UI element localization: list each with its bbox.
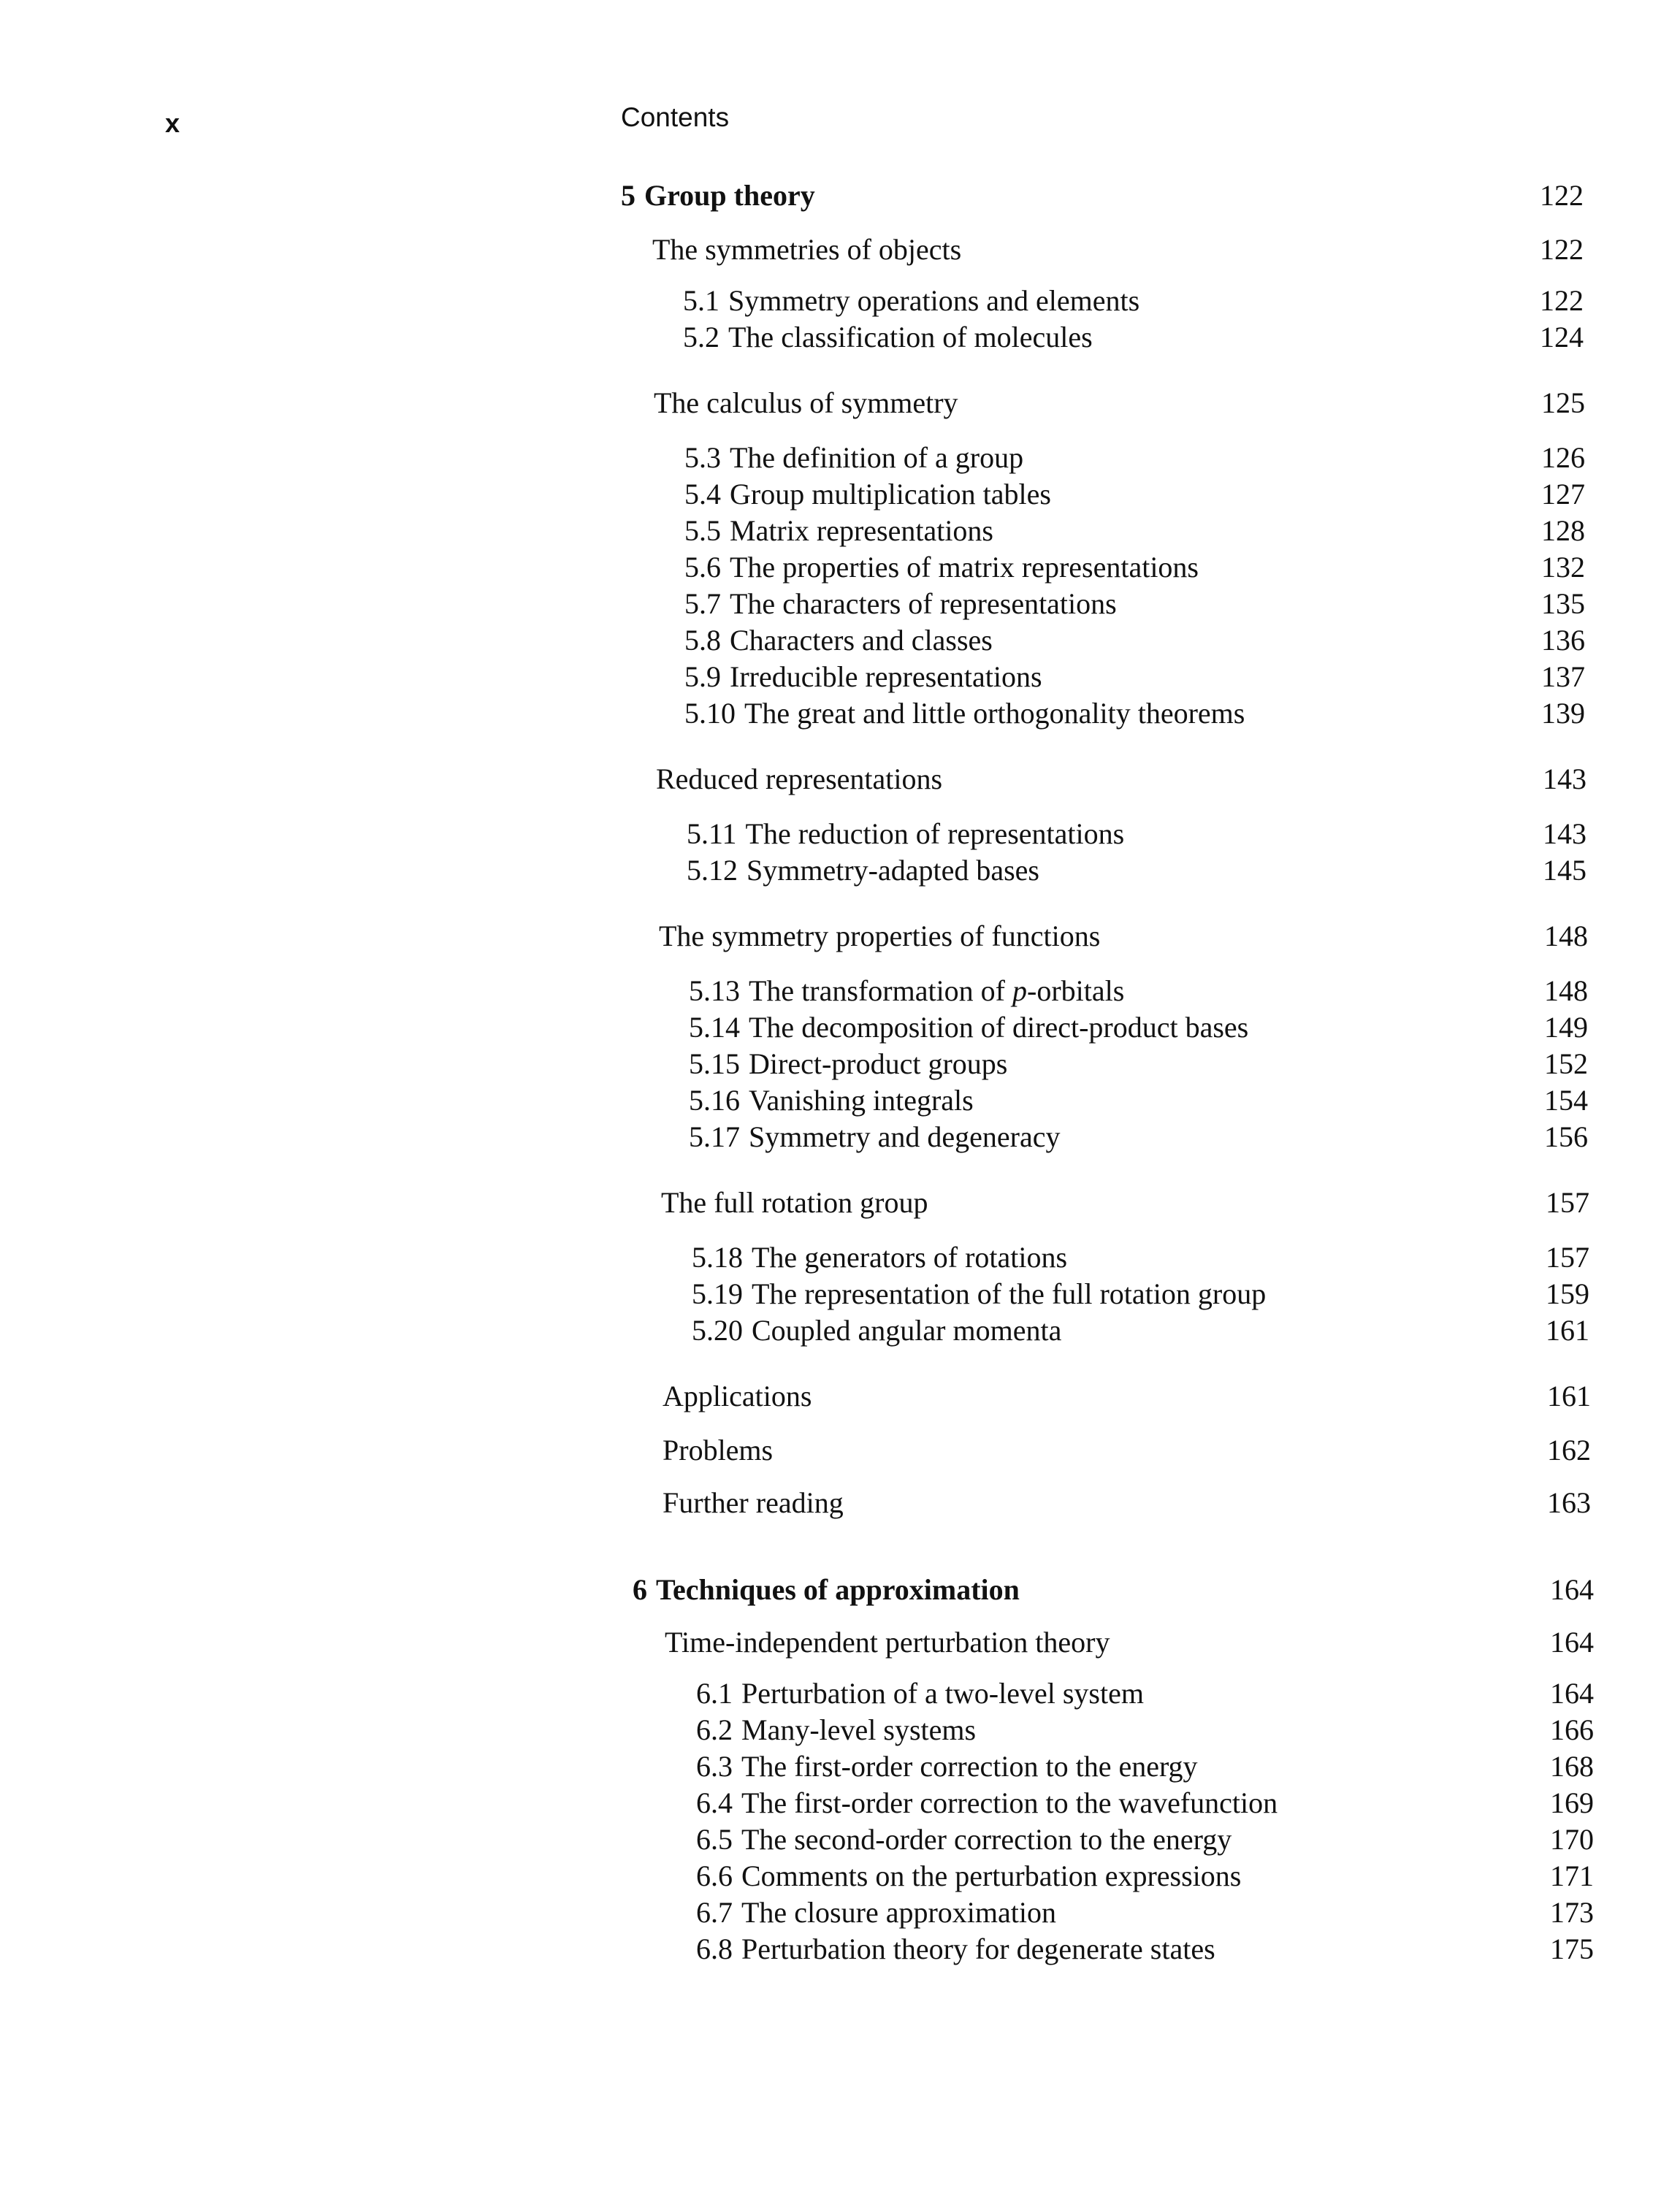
toc-section-5-14[interactable] [689,1010,1588,1044]
toc-page-number: 124 [1540,321,1584,353]
toc-page-number: 135 [1541,587,1585,620]
section-number: 5.4 [684,478,721,511]
section-number: 6.6 [696,1859,733,1892]
toc-chapter-5[interactable] [621,178,1584,213]
section-title-pre: The transformation of [749,974,1012,1007]
toc-section-5-2[interactable] [683,320,1584,354]
section-number: 5.10 [684,697,736,730]
toc-page-number: 162 [1547,1434,1591,1467]
chapter-number: 6 [633,1573,647,1606]
toc-section-5-9[interactable] [684,659,1585,694]
toc-section-6-2[interactable] [696,1713,1594,1747]
part-title: Problems [663,1434,774,1467]
toc-page-number: 159 [1546,1277,1589,1310]
toc-page-number: 148 [1544,919,1588,952]
toc-page-number: 122 [1540,179,1584,212]
section-title: Symmetry-adapted bases [747,854,1039,887]
section-number: 6.1 [696,1677,733,1710]
toc-page-number: 128 [1541,514,1585,547]
toc-page-number: 154 [1544,1084,1588,1117]
toc-section-5-10[interactable] [684,696,1585,730]
toc-page-number: 168 [1550,1750,1594,1783]
section-title: Comments on the perturbation expressions [741,1859,1242,1892]
toc-page-number: 122 [1540,284,1584,317]
toc-page-number: 139 [1541,697,1585,730]
section-number: 5.1 [683,284,719,317]
section-title: Matrix representations [730,514,993,547]
toc-section-6-5[interactable] [696,1822,1594,1857]
running-head: Contents [621,102,730,132]
part-title: Reduced representations [656,762,943,795]
toc-page-number: 132 [1541,551,1585,584]
chapter-title: Techniques of approximation [656,1573,1020,1606]
toc-problems[interactable] [663,1433,1591,1467]
toc-page-number: 170 [1550,1823,1594,1856]
toc-part-reduced-representations[interactable] [656,762,1587,796]
section-number: 5.5 [684,514,721,547]
toc-section-6-3[interactable] [696,1749,1594,1783]
toc-section-6-7[interactable] [696,1895,1594,1930]
toc-section-5-12[interactable] [687,853,1587,887]
section-title: The properties of matrix representations [730,551,1199,584]
section-title: Irreducible representations [730,660,1042,693]
toc-section-5-11[interactable] [687,817,1587,851]
toc-page-number: 157 [1546,1186,1589,1219]
toc-page-number: 157 [1546,1241,1589,1274]
part-title: The full rotation group [661,1186,928,1219]
section-number: 5.12 [687,854,738,887]
section-title: The first-order correction to the wavefunction [741,1786,1278,1819]
part-title: Time-independent perturbation theory [665,1626,1110,1659]
section-number: 6.7 [696,1896,733,1929]
toc-page-number: 127 [1541,478,1585,511]
toc-page-number: 152 [1544,1047,1588,1080]
toc-part-full-rotation-group[interactable] [661,1185,1589,1220]
toc-part-time-independent-perturbation[interactable] [665,1625,1594,1659]
part-title: The symmetry properties of functions [659,919,1101,952]
toc-page-number: 175 [1550,1932,1594,1965]
toc-page-number: 164 [1550,1677,1594,1710]
section-title: The representation of the full rotation group [752,1277,1267,1310]
section-number: 5.6 [684,551,721,584]
section-title: Perturbation theory for degenerate states [741,1932,1215,1965]
section-title: Symmetry operations and elements [728,284,1140,317]
toc-section-5-19[interactable] [692,1277,1589,1311]
toc-applications[interactable] [663,1379,1591,1413]
toc-further-reading[interactable] [663,1485,1591,1520]
section-title: Many-level systems [741,1713,977,1746]
toc-page-number: 166 [1550,1713,1594,1746]
section-number: 5.14 [689,1011,740,1044]
toc-section-5-16[interactable] [689,1083,1588,1117]
section-number: 5.7 [684,587,721,620]
toc-page-number: 171 [1550,1859,1594,1892]
section-title: Vanishing integrals [749,1084,974,1117]
toc-section-5-8[interactable] [684,623,1585,657]
section-title: The definition of a group [730,441,1024,474]
section-title: Group multiplication tables [730,478,1051,511]
toc-page-number: 137 [1541,660,1585,693]
toc-page-number: 164 [1550,1573,1594,1606]
section-title: The second-order correction to the energy [741,1823,1232,1856]
toc-section-5-1[interactable] [683,283,1584,318]
chapter-number: 5 [621,179,635,212]
toc-page-number: 143 [1543,817,1587,850]
chapter-title: Group theory [644,179,815,212]
toc-section-6-4[interactable] [696,1786,1594,1820]
toc-section-5-13[interactable] [689,974,1588,1008]
toc-part-symmetry-properties-of-functions[interactable] [659,919,1588,953]
toc-page-number: 149 [1544,1011,1588,1044]
toc-section-6-8[interactable] [696,1932,1594,1966]
section-number: 6.8 [696,1932,733,1965]
part-title: Applications [663,1380,812,1412]
toc-section-5-3[interactable] [684,440,1585,475]
section-number: 5.20 [692,1314,743,1347]
toc-page-number: 156 [1544,1120,1588,1153]
section-number: 5.18 [692,1241,743,1274]
section-number: 6.2 [696,1713,733,1746]
section-title: The classification of molecules [728,321,1093,353]
section-title: Coupled angular momenta [752,1314,1062,1347]
section-title-italic: p [1012,974,1027,1007]
section-number: 5.17 [689,1120,740,1153]
section-number: 5.2 [683,321,719,353]
toc-page-number: 163 [1547,1486,1591,1519]
section-title: The reduction of representations [745,817,1125,850]
section-number: 5.11 [687,817,737,850]
section-title: The closure approximation [741,1896,1056,1929]
toc-section-5-15[interactable] [689,1047,1588,1081]
section-number: 5.19 [692,1277,743,1310]
toc-section-5-7[interactable] [684,586,1585,621]
toc-section-5-20[interactable] [692,1313,1589,1347]
section-number: 5.8 [684,624,721,657]
toc-page-number: 164 [1550,1626,1594,1659]
part-title: The symmetries of objects [652,233,962,266]
toc-section-5-17[interactable] [689,1120,1588,1154]
section-title: The great and little orthogonality theorems [744,697,1245,730]
toc-page-number: 161 [1547,1380,1591,1412]
toc-section-5-6[interactable] [684,550,1585,584]
section-title: The characters of representations [730,587,1117,620]
toc-section-6-1[interactable] [696,1676,1594,1710]
section-title: The decomposition of direct-product bases [749,1011,1249,1044]
toc-chapter-6[interactable] [633,1572,1594,1607]
toc-section-6-6[interactable] [696,1859,1594,1893]
section-title: Direct-product groups [749,1047,1008,1080]
section-number: 5.15 [689,1047,740,1080]
toc-page-number: 122 [1540,233,1584,266]
toc-page-number: 173 [1550,1896,1594,1929]
toc-page-number: 161 [1546,1314,1589,1347]
toc-page-number: 125 [1541,386,1585,419]
section-title: Perturbation of a two-level system [741,1677,1144,1710]
toc-part-calculus-of-symmetry[interactable] [654,386,1585,420]
section-number: 5.13 [689,974,740,1007]
toc-section-5-18[interactable] [692,1240,1589,1274]
toc-section-5-4[interactable] [684,477,1585,511]
section-title-post: -orbitals [1027,974,1125,1007]
toc-page-number: 145 [1543,854,1587,887]
section-number: 5.9 [684,660,721,693]
section-number: 6.4 [696,1786,733,1819]
section-title: The generators of rotations [752,1241,1068,1274]
part-title: Further reading [663,1486,844,1519]
toc-page-number: 136 [1541,624,1585,657]
toc-page-number: 148 [1544,974,1588,1007]
part-title: The calculus of symmetry [654,386,958,419]
section-number: 6.5 [696,1823,733,1856]
toc-page-number: 169 [1550,1786,1594,1819]
section-number: 6.3 [696,1750,733,1783]
section-number: 5.3 [684,441,721,474]
toc-page-number: 143 [1543,762,1587,795]
toc-section-5-5[interactable] [684,513,1585,548]
section-title: Symmetry and degeneracy [749,1120,1061,1153]
section-title: Characters and classes [730,624,993,657]
toc-part-symmetries-of-objects[interactable] [652,232,1584,267]
toc-page-number: 126 [1541,441,1585,474]
section-number: 5.16 [689,1084,740,1117]
page-number: x [165,108,180,138]
section-title: The first-order correction to the energy [741,1750,1198,1783]
